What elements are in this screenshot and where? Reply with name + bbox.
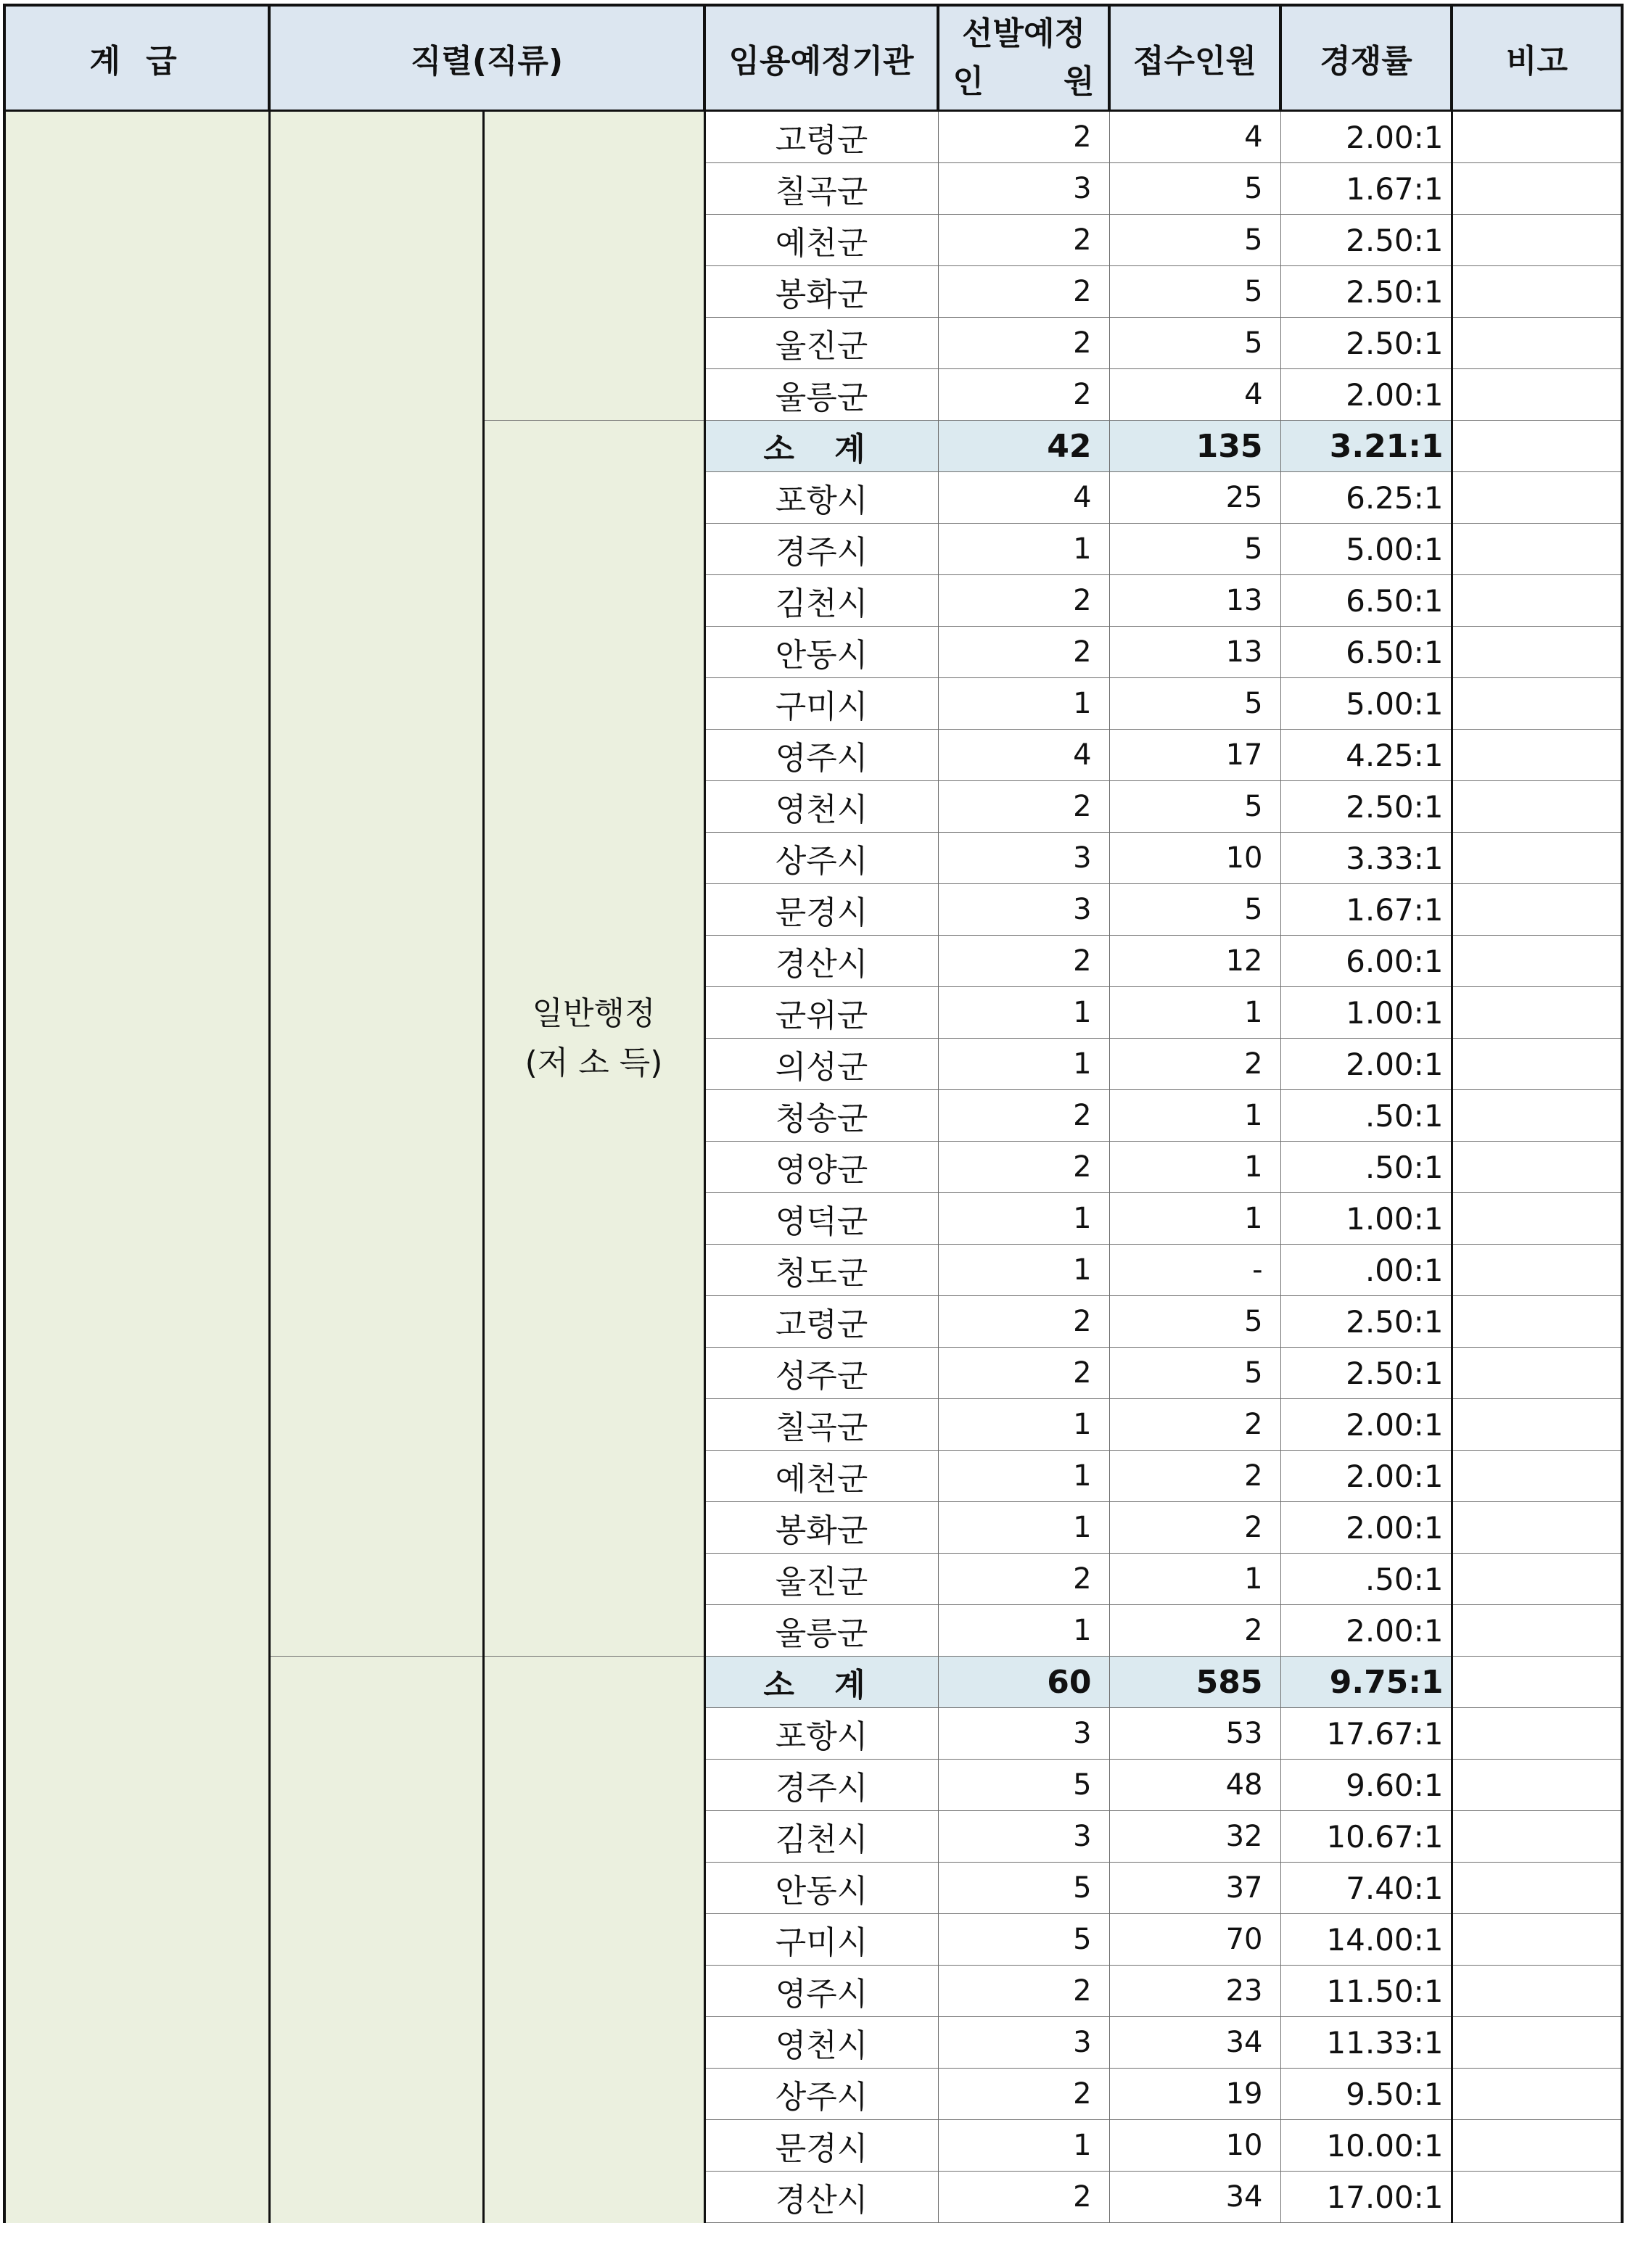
- org-cell: 영덕군: [704, 1193, 938, 1245]
- recruitment-table: [3, 4, 1624, 2223]
- applicant-count-cell: 25: [1109, 472, 1280, 524]
- selection-count-cell: 2: [938, 627, 1109, 678]
- applicant-count-cell: 19: [1109, 2069, 1280, 2120]
- job-type-cell: [483, 1657, 704, 2223]
- note-cell: [1452, 2069, 1622, 2120]
- col-header-org: 임용예정기관: [704, 5, 938, 111]
- applicant-count-cell: 12: [1109, 936, 1280, 987]
- selection-count-cell: 2: [938, 575, 1109, 627]
- note-cell: [1452, 1193, 1622, 1245]
- selection-count-cell: 2: [938, 111, 1109, 163]
- org-cell: 영주시: [704, 730, 938, 781]
- selection-count-cell: 1: [938, 1399, 1109, 1451]
- applicant-count-cell: 4: [1109, 111, 1280, 163]
- selection-count-cell: 5: [938, 1863, 1109, 1914]
- applicant-count-cell: 2: [1109, 1399, 1280, 1451]
- applicant-count-cell: 13: [1109, 627, 1280, 678]
- ratio-cell: 10.67:1: [1280, 1811, 1452, 1863]
- note-cell: [1452, 884, 1622, 936]
- org-cell: 울진군: [704, 318, 938, 369]
- org-cell: 문경시: [704, 2120, 938, 2172]
- note-cell: [1452, 678, 1622, 730]
- ratio-cell: 2.50:1: [1280, 781, 1452, 833]
- selection-count-cell: 2: [938, 266, 1109, 318]
- selection-count-cell: 4: [938, 472, 1109, 524]
- org-cell: 상주시: [704, 833, 938, 884]
- note-cell: [1452, 2120, 1622, 2172]
- applicant-count-cell: 5: [1109, 318, 1280, 369]
- ratio-cell: 2.50:1: [1280, 1296, 1452, 1348]
- job-type-cell: [483, 421, 704, 1657]
- applicant-count-cell: 17: [1109, 730, 1280, 781]
- ratio-cell: 3.33:1: [1280, 833, 1452, 884]
- ratio-cell: 9.75:1: [1280, 1657, 1452, 1708]
- note-cell: [1452, 2172, 1622, 2223]
- selection-count-cell: 2: [938, 1966, 1109, 2017]
- selection-count-cell: 2: [938, 1554, 1109, 1605]
- note-cell: [1452, 1348, 1622, 1399]
- ratio-cell: 2.00:1: [1280, 1039, 1452, 1090]
- ratio-cell: 17.67:1: [1280, 1708, 1452, 1760]
- ratio-cell: 2.50:1: [1280, 1348, 1452, 1399]
- selection-count-cell: 1: [938, 1245, 1109, 1296]
- applicant-count-cell: 1: [1109, 1193, 1280, 1245]
- ratio-cell: 9.50:1: [1280, 2069, 1452, 2120]
- ratio-cell: 10.00:1: [1280, 2120, 1452, 2172]
- note-cell: [1452, 111, 1622, 163]
- applicant-count-cell: 48: [1109, 1760, 1280, 1811]
- ratio-cell: 2.00:1: [1280, 1605, 1452, 1657]
- org-cell: 성주군: [704, 1348, 938, 1399]
- note-cell: [1452, 987, 1622, 1039]
- applicant-count-cell: 1: [1109, 1554, 1280, 1605]
- applicant-count-cell: 34: [1109, 2172, 1280, 2223]
- note-cell: [1452, 215, 1622, 266]
- note-cell: [1452, 730, 1622, 781]
- org-cell: 울진군: [704, 1554, 938, 1605]
- col-header-ratio: 경쟁률: [1280, 5, 1452, 111]
- applicant-count-cell: 585: [1109, 1657, 1280, 1708]
- ratio-cell: 1.00:1: [1280, 987, 1452, 1039]
- ratio-cell: 11.33:1: [1280, 2017, 1452, 2069]
- org-cell: 안동시: [704, 627, 938, 678]
- applicant-count-cell: 5: [1109, 678, 1280, 730]
- selection-count-cell: 2: [938, 781, 1109, 833]
- selection-count-cell: 2: [938, 1090, 1109, 1142]
- selection-count-cell: 60: [938, 1657, 1109, 1708]
- applicant-count-cell: 10: [1109, 833, 1280, 884]
- table-header: [4, 5, 1622, 111]
- note-cell: [1452, 369, 1622, 421]
- note-cell: [1452, 318, 1622, 369]
- note-cell: [1452, 1554, 1622, 1605]
- applicant-count-cell: 13: [1109, 575, 1280, 627]
- note-cell: [1452, 1966, 1622, 2017]
- col-header-grade: 계 급: [4, 5, 269, 111]
- org-cell: 구미시: [704, 1914, 938, 1966]
- ratio-cell: 2.00:1: [1280, 1451, 1452, 1502]
- selection-count-cell: 1: [938, 1193, 1109, 1245]
- org-cell: 봉화군: [704, 1502, 938, 1554]
- note-cell: [1452, 1502, 1622, 1554]
- note-cell: [1452, 472, 1622, 524]
- selection-count-cell: 2: [938, 1296, 1109, 1348]
- org-cell: 안동시: [704, 1863, 938, 1914]
- selection-count-cell: 4: [938, 730, 1109, 781]
- selection-count-cell: 3: [938, 884, 1109, 936]
- applicant-count-cell: 34: [1109, 2017, 1280, 2069]
- note-cell: [1452, 524, 1622, 575]
- applicant-count-cell: 1: [1109, 1142, 1280, 1193]
- applicant-count-cell: 2: [1109, 1605, 1280, 1657]
- org-cell: 경주시: [704, 1760, 938, 1811]
- ratio-cell: 2.50:1: [1280, 215, 1452, 266]
- selection-count-cell: 3: [938, 2017, 1109, 2069]
- ratio-cell: 2.50:1: [1280, 318, 1452, 369]
- selection-count-cell: 2: [938, 2172, 1109, 2223]
- ratio-cell: 2.00:1: [1280, 1399, 1452, 1451]
- org-cell: 청송군: [704, 1090, 938, 1142]
- note-cell: [1452, 575, 1622, 627]
- note-cell: [1452, 421, 1622, 472]
- note-cell: [1452, 833, 1622, 884]
- note-cell: [1452, 1657, 1622, 1708]
- selection-count-cell: 3: [938, 833, 1109, 884]
- applicant-count-cell: 1: [1109, 1090, 1280, 1142]
- org-cell: 의성군: [704, 1039, 938, 1090]
- org-cell: 칠곡군: [704, 163, 938, 215]
- job-type-cell: [483, 111, 704, 421]
- applicant-count-cell: 5: [1109, 266, 1280, 318]
- org-cell: 봉화군: [704, 266, 938, 318]
- note-cell: [1452, 627, 1622, 678]
- org-cell: 문경시: [704, 884, 938, 936]
- applicant-count-cell: 5: [1109, 215, 1280, 266]
- table-row: [4, 111, 1622, 163]
- selection-count-cell: 1: [938, 1039, 1109, 1090]
- org-cell: 예천군: [704, 1451, 938, 1502]
- note-cell: [1452, 936, 1622, 987]
- selection-count-cell: 1: [938, 678, 1109, 730]
- selection-count-cell: 2: [938, 215, 1109, 266]
- applicant-count-cell: 4: [1109, 369, 1280, 421]
- col-header-selection: [938, 5, 1109, 111]
- ratio-cell: .50:1: [1280, 1090, 1452, 1142]
- applicant-count-cell: 10: [1109, 2120, 1280, 2172]
- org-cell: 김천시: [704, 575, 938, 627]
- note-cell: [1452, 1863, 1622, 1914]
- note-cell: [1452, 1399, 1622, 1451]
- ratio-cell: 5.00:1: [1280, 678, 1452, 730]
- selection-count-cell: 2: [938, 369, 1109, 421]
- note-cell: [1452, 1605, 1622, 1657]
- col-header-note: 비고: [1452, 5, 1622, 111]
- applicant-count-cell: 5: [1109, 1348, 1280, 1399]
- applicant-count-cell: 2: [1109, 1039, 1280, 1090]
- selection-count-cell: 1: [938, 1502, 1109, 1554]
- ratio-cell: 7.40:1: [1280, 1863, 1452, 1914]
- applicant-count-cell: 1: [1109, 987, 1280, 1039]
- applicant-count-cell: 5: [1109, 884, 1280, 936]
- series-cell: [269, 1657, 483, 2223]
- applicant-count-cell: 5: [1109, 781, 1280, 833]
- org-cell: 고령군: [704, 111, 938, 163]
- org-cell: 구미시: [704, 678, 938, 730]
- applicant-count-cell: 2: [1109, 1451, 1280, 1502]
- selection-count-cell: 1: [938, 1605, 1109, 1657]
- applicant-count-cell: 5: [1109, 524, 1280, 575]
- org-cell: 경산시: [704, 2172, 938, 2223]
- org-cell: 울릉군: [704, 369, 938, 421]
- ratio-cell: 1.67:1: [1280, 884, 1452, 936]
- org-cell: 경주시: [704, 524, 938, 575]
- org-cell: 포항시: [704, 472, 938, 524]
- note-cell: [1452, 1090, 1622, 1142]
- ratio-cell: 2.00:1: [1280, 111, 1452, 163]
- note-cell: [1452, 163, 1622, 215]
- note-cell: [1452, 1760, 1622, 1811]
- selection-count-cell: 1: [938, 1451, 1109, 1502]
- ratio-cell: 6.50:1: [1280, 627, 1452, 678]
- ratio-cell: 6.00:1: [1280, 936, 1452, 987]
- grade-cell: [4, 111, 269, 2223]
- org-cell: 고령군: [704, 1296, 938, 1348]
- selection-count-cell: 2: [938, 2069, 1109, 2120]
- ratio-cell: 4.25:1: [1280, 730, 1452, 781]
- col-header-series: 직렬(직류): [269, 5, 704, 111]
- selection-count-cell: 42: [938, 421, 1109, 472]
- note-cell: [1452, 1245, 1622, 1296]
- ratio-cell: 3.21:1: [1280, 421, 1452, 472]
- selection-count-cell: 2: [938, 1142, 1109, 1193]
- selection-count-cell: 1: [938, 2120, 1109, 2172]
- org-cell: 울릉군: [704, 1605, 938, 1657]
- ratio-cell: 14.00:1: [1280, 1914, 1452, 1966]
- note-cell: [1452, 1039, 1622, 1090]
- org-cell: 포항시: [704, 1708, 938, 1760]
- col-header-applicants: 접수인원: [1109, 5, 1280, 111]
- ratio-cell: 6.25:1: [1280, 472, 1452, 524]
- ratio-cell: 1.67:1: [1280, 163, 1452, 215]
- org-cell: 예천군: [704, 215, 938, 266]
- selection-count-cell: 3: [938, 163, 1109, 215]
- org-cell: 칠곡군: [704, 1399, 938, 1451]
- selection-count-cell: 5: [938, 1914, 1109, 1966]
- ratio-cell: 2.00:1: [1280, 369, 1452, 421]
- org-cell: 김천시: [704, 1811, 938, 1863]
- applicant-count-cell: 2: [1109, 1502, 1280, 1554]
- col-header-selection-line2: 인 원: [953, 63, 1095, 100]
- note-cell: [1452, 1296, 1622, 1348]
- applicant-count-cell: 53: [1109, 1708, 1280, 1760]
- org-cell: 청도군: [704, 1245, 938, 1296]
- ratio-cell: 11.50:1: [1280, 1966, 1452, 2017]
- note-cell: [1452, 1451, 1622, 1502]
- org-cell: 경산시: [704, 936, 938, 987]
- ratio-cell: .00:1: [1280, 1245, 1452, 1296]
- note-cell: [1452, 1142, 1622, 1193]
- selection-count-cell: 1: [938, 524, 1109, 575]
- selection-count-cell: 3: [938, 1811, 1109, 1863]
- note-cell: [1452, 1914, 1622, 1966]
- note-cell: [1452, 2017, 1622, 2069]
- org-cell: 영양군: [704, 1142, 938, 1193]
- org-cell: 소 계: [704, 1657, 938, 1708]
- job-type-label-line2: (저 소 득): [524, 1044, 663, 1081]
- selection-count-cell: 5: [938, 1760, 1109, 1811]
- ratio-cell: 2.00:1: [1280, 1502, 1452, 1554]
- series-cell: [269, 111, 483, 1657]
- org-cell: 영천시: [704, 781, 938, 833]
- selection-count-cell: 2: [938, 1348, 1109, 1399]
- ratio-cell: .50:1: [1280, 1554, 1452, 1605]
- org-cell: 군위군: [704, 987, 938, 1039]
- note-cell: [1452, 266, 1622, 318]
- note-cell: [1452, 1708, 1622, 1760]
- org-cell: 영주시: [704, 1966, 938, 2017]
- note-cell: [1452, 781, 1622, 833]
- applicant-count-cell: 5: [1109, 163, 1280, 215]
- ratio-cell: 2.50:1: [1280, 266, 1452, 318]
- applicant-count-cell: 37: [1109, 1863, 1280, 1914]
- applicant-count-cell: 32: [1109, 1811, 1280, 1863]
- ratio-cell: .50:1: [1280, 1142, 1452, 1193]
- selection-count-cell: 3: [938, 1708, 1109, 1760]
- ratio-cell: 6.50:1: [1280, 575, 1452, 627]
- applicant-count-cell: 23: [1109, 1966, 1280, 2017]
- applicant-count-cell: 70: [1109, 1914, 1280, 1966]
- applicant-count-cell: 5: [1109, 1296, 1280, 1348]
- applicant-count-cell: -: [1109, 1245, 1280, 1296]
- org-cell: 영천시: [704, 2017, 938, 2069]
- note-cell: [1452, 1811, 1622, 1863]
- org-cell: 소 계: [704, 421, 938, 472]
- selection-count-cell: 2: [938, 318, 1109, 369]
- selection-count-cell: 1: [938, 987, 1109, 1039]
- ratio-cell: 1.00:1: [1280, 1193, 1452, 1245]
- ratio-cell: 5.00:1: [1280, 524, 1452, 575]
- ratio-cell: 9.60:1: [1280, 1760, 1452, 1811]
- col-header-selection-line1: 선발예정: [962, 15, 1086, 52]
- org-cell: 상주시: [704, 2069, 938, 2120]
- ratio-cell: 17.00:1: [1280, 2172, 1452, 2223]
- job-type-label-line1: 일반행정: [532, 994, 656, 1032]
- selection-count-cell: 2: [938, 936, 1109, 987]
- applicant-count-cell: 135: [1109, 421, 1280, 472]
